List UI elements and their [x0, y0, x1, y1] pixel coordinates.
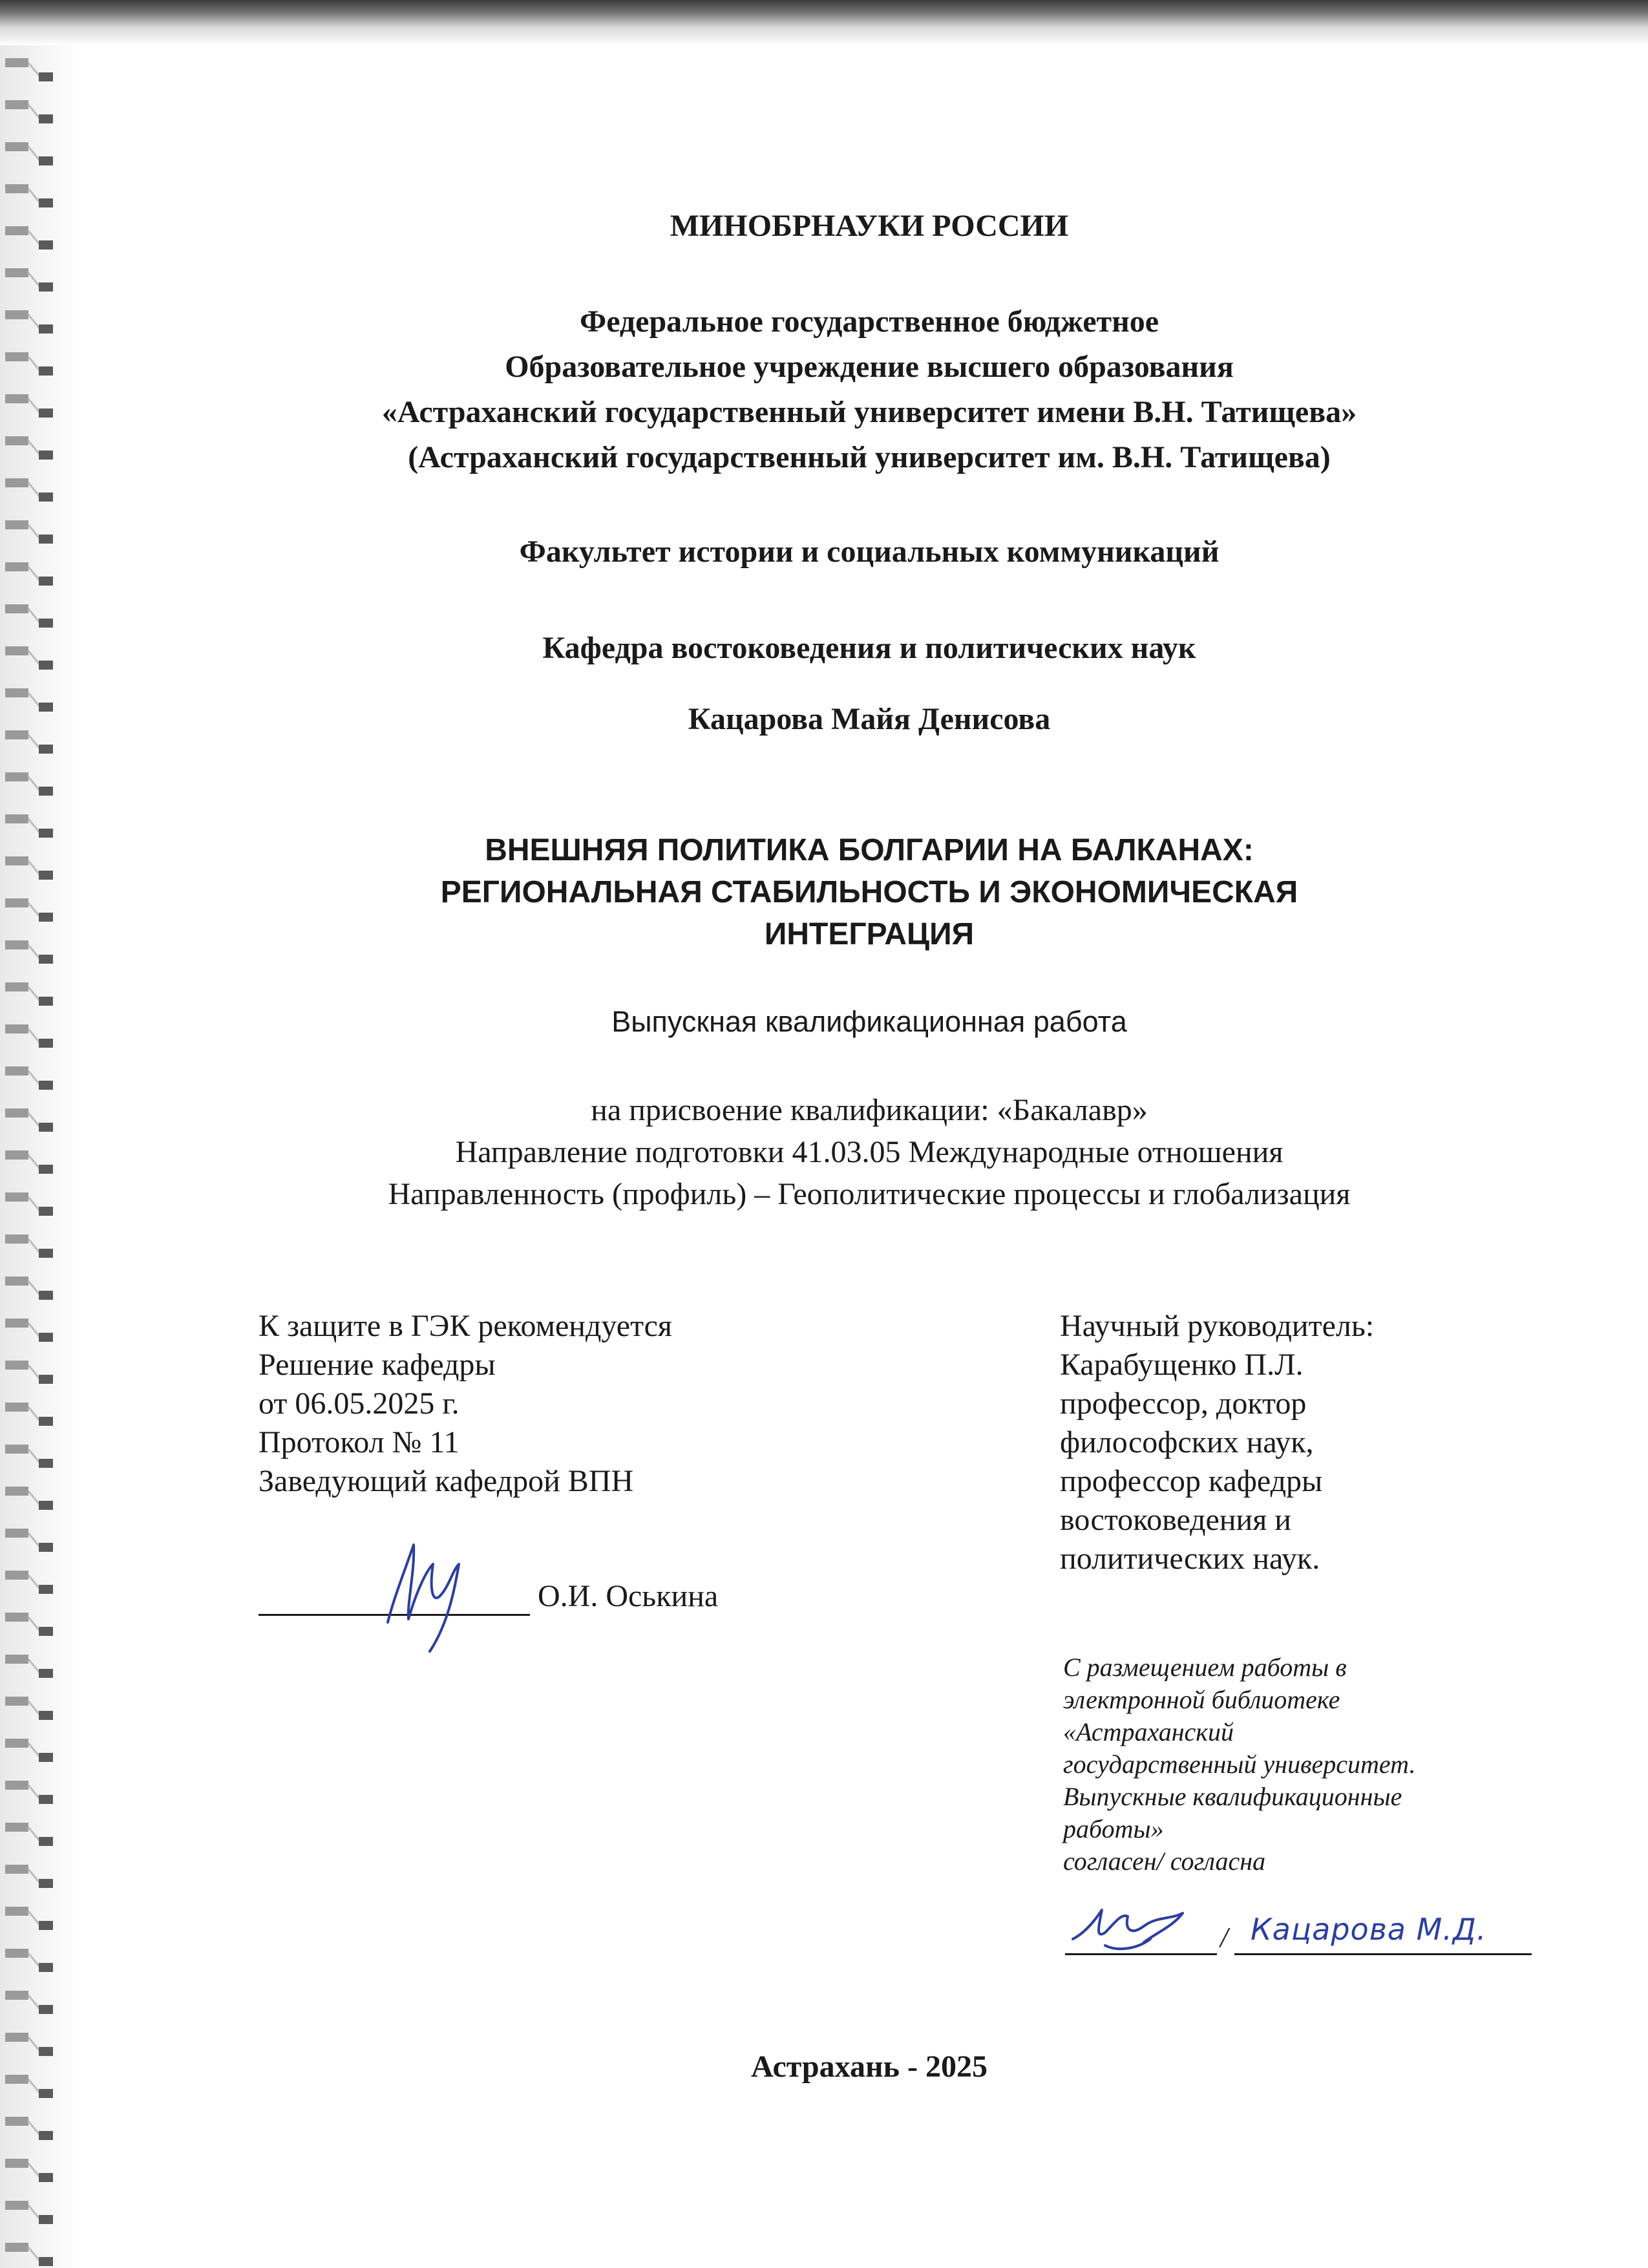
library-consent-block: [1063, 1651, 1415, 1878]
student-name-line: [1234, 1953, 1532, 1955]
qualification-line-2: Направление подготовки 41.03.05 Международные отношения: [455, 1135, 1284, 1169]
consent-line-3: «Астраханский: [1063, 1717, 1234, 1746]
consent-line-2: электронной библиотеке: [1063, 1685, 1340, 1714]
qualification-line-1: на присвоение квалификации: «Бакалавр»: [591, 1093, 1148, 1127]
recommendation-line-2: Решение кафедры: [259, 1348, 496, 1382]
consent-line-7: согласен/ согласна: [1063, 1847, 1266, 1876]
supervisor-line-3: профессор, доктор: [1060, 1386, 1307, 1421]
supervisor-line-4: философских наук,: [1060, 1425, 1314, 1459]
work-type: Выпускная квалификационная работа: [611, 1005, 1127, 1038]
institution-line-1: Федеральное государственное бюджетное: [579, 304, 1159, 339]
recommendation-line-1: К защите в ГЭК рекомендуется: [259, 1309, 673, 1343]
consent-line-5: Выпускные квалификационные: [1063, 1782, 1402, 1811]
institution-line-2: Образовательное учреждение высшего образования: [505, 350, 1234, 384]
recommendation-line-3: от 06.05.2025 г.: [259, 1386, 460, 1421]
supervisor-block: [1060, 1307, 1374, 1578]
recommendation-line-5: Заведующий кафедрой ВПН: [259, 1464, 634, 1498]
head-signature-row: [259, 1577, 718, 1616]
thesis-title-line-1: ВНЕШНЯЯ ПОЛИТИКА БОЛГАРИИ НА БАЛКАНАХ:: [485, 833, 1254, 867]
thesis-title-line-3: ИНТЕГРАЦИЯ: [764, 917, 975, 951]
handwritten-student-name: Кацарова М.Д.: [1251, 1912, 1487, 1947]
ministry-heading: МИНОБРНАУКИ РОССИИ: [670, 209, 1069, 243]
department-name: Кафедра востоковедения и политических наук: [542, 631, 1196, 665]
defense-recommendation-block: [259, 1307, 672, 1501]
consent-line-4: государственный университет.: [1063, 1750, 1416, 1779]
signature-separator: /: [1220, 1922, 1229, 1953]
student-signature-scribble: [1066, 1894, 1215, 1958]
institution-line-4: (Астраханский государственный университет им. В.Н. Татищева): [408, 440, 1331, 474]
author-name: Кацарова Майя Денисова: [688, 702, 1051, 736]
recommendation-line-4: Протокол № 11: [259, 1425, 460, 1459]
consent-line-6: работы»: [1063, 1814, 1164, 1843]
thesis-title-line-2: РЕГИОНАЛЬНАЯ СТАБИЛЬНОСТЬ И ЭКОНОМИЧЕСКАЯ: [440, 875, 1298, 909]
supervisor-line-7: политических наук.: [1060, 1542, 1320, 1576]
supervisor-line-2: Карабущенко П.Л.: [1060, 1348, 1304, 1382]
institution-line-3: «Астраханский государственный университет имени В.Н. Татищева»: [381, 395, 1357, 429]
supervisor-line-6: востоковедения и: [1060, 1503, 1291, 1537]
head-signature-scribble: [368, 1525, 485, 1655]
faculty-name: Факультет истории и социальных коммуникаций: [519, 535, 1220, 569]
head-of-department-name: О.И. Оськина: [538, 1579, 719, 1613]
supervisor-line-1: Научный руководитель:: [1060, 1309, 1375, 1343]
supervisor-line-5: профессор кафедры: [1060, 1464, 1323, 1498]
consent-line-1: С размещением работы в: [1063, 1653, 1347, 1682]
qualification-line-3: Направленность (профиль) – Геополитические процессы и глобализация: [388, 1177, 1351, 1211]
city-year: Астрахань - 2025: [750, 2050, 988, 2084]
